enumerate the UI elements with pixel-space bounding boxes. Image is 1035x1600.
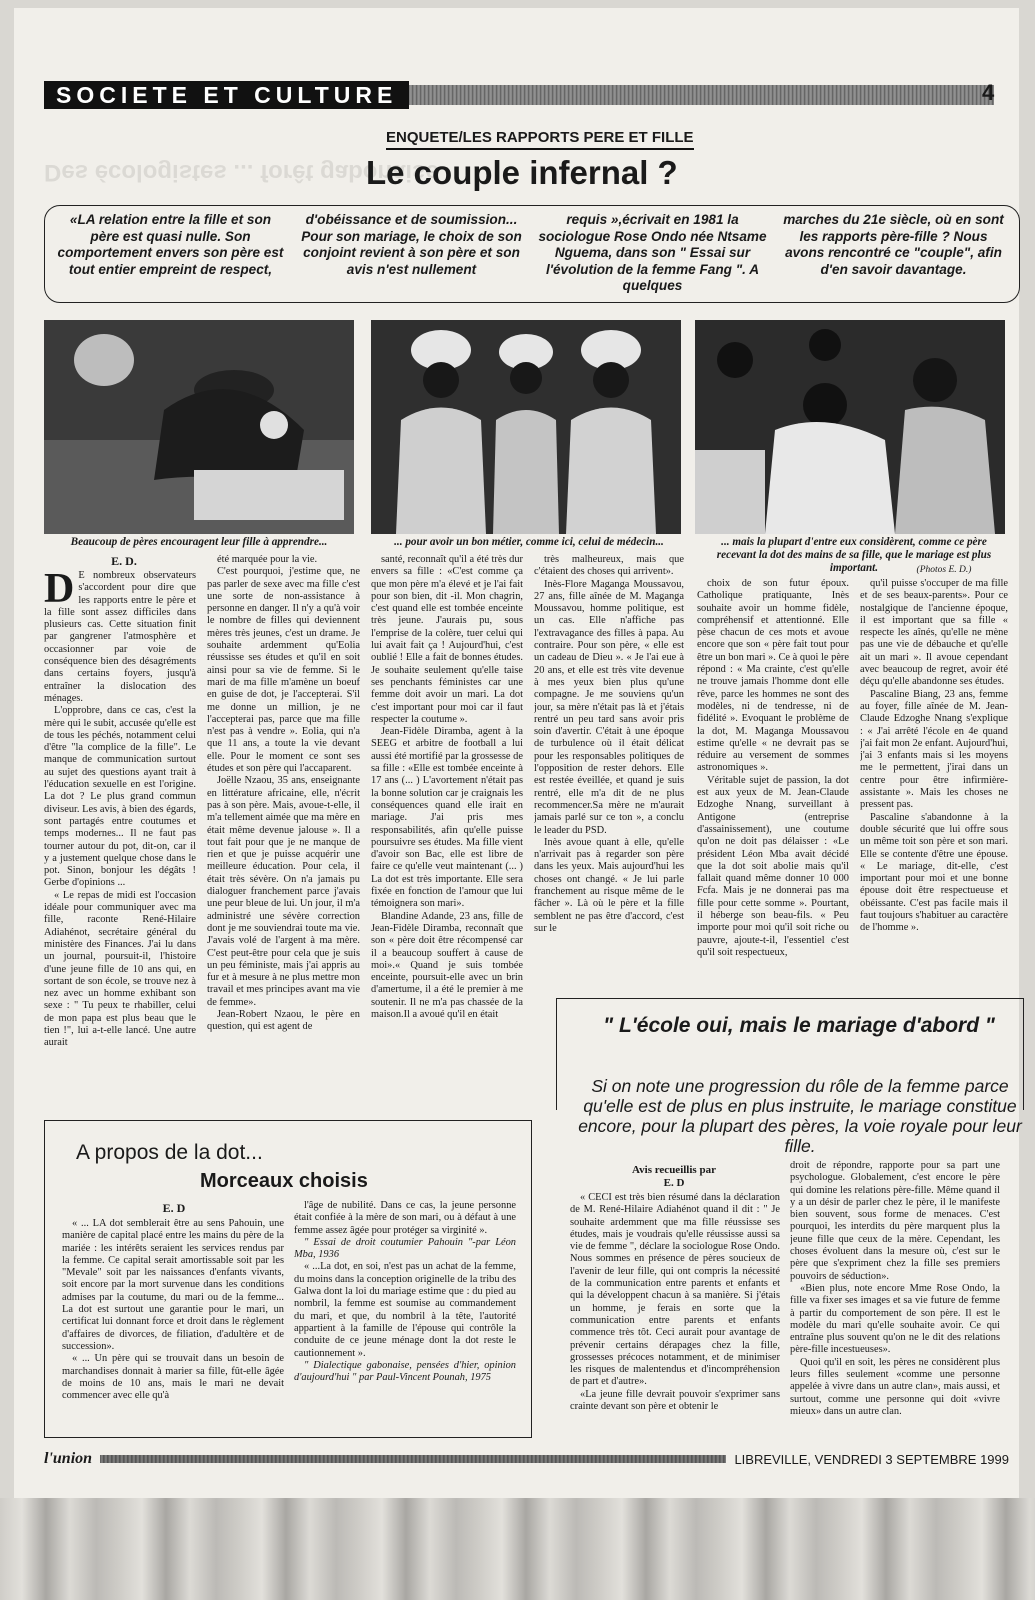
sidebar-byline-label: Avis recueillis par [632,1164,716,1176]
article-column [534,554,684,994]
source-citation: " Dialectique gabonaise, pensées d'hier, opinion d'aujourd'hui " par Paul-Vincent Pounah, 1975 [294,1359,516,1384]
paragraph: Blandine Adande, 23 ans, fille de Jean-Fidèle Diramba, reconnaît que son « père doit être récompensé car il a beaucoup souffert à cause de moi».« Quand je suis tombée enceinte, poursuit-elle avec un brin d'amertume, il a été le premier à me soutenir. Il ne m'a pas chassée de la maison.Il a avoué qu'il en était [371,910,523,1020]
photo-caption: ... pour avoir un bon métier, comme ici, celui de médecin... [394,536,664,548]
photo-caption: Beaucoup de pères encouragent leur fille à apprendre... [70,536,328,548]
article-byline: E. D. [111,554,137,568]
paragraph: l'âge de nubilité. Dans ce cas, la jeune personne était confiée à la mère de son mari, ou à défaut à une femme assez âgée pour protéger sa virginité ». [294,1200,516,1236]
sidebar-column [570,1192,780,1432]
paragraph: « CECI est très bien résumé dans la déclaration de M. René-Hilaire Adiahénot quand il dit : " Je souhaite ardemment que ma fille réussisse ses études, mais je voudrais qu'elle réussisse aussi sa vie de femme ", déclare la sociologue Rose Ondo. Nous sommes en présence de pères soucieux de l'avenir de leur fille, qui ont compris la nécessité de la communication entre parents et enfants et qui la développent chacun à sa manière. Si j'étais un homme, je ferais en sorte que la communication entre parents et enfants commence très tôt. Ceci aurait pour avantage de prévenir certains dérapages chez la fille, grossesses précoces notamment, et de minimiser les risques de malentendus et d'incompréhension de part et d'autre». [570,1192,780,1388]
intro-text: «LA relation entre la fille et son père est quasi nulle. Son comportement envers son père est tout entier empreint de respect, [57,212,284,277]
background-surface [0,1498,1035,1600]
intro-text: d'obéissance et de soumission... Pour son mariage, le choix de son conjoint revient à son père et son avis n'est nullement [301,212,522,277]
intro-text: requis »,écrivait en 1981 la sociologue Rose Ondo née Ntsame Nguema, dans son " Essai sur l'évolution de la femme Fang ". A quelques [538,212,767,293]
page-footer [44,1448,1009,1470]
article-column [860,578,1008,994]
newspaper-logo: l'union [44,1450,93,1467]
paragraph: «Bien plus, note encore Mme Rose Ondo, la fille va fixer ses images et sa vie future de femme à partir du comportement de son père. Il est le modèle du mari qu'elle souhaite avoir. Ce qui entraîne plus souvent qu'on ne le dit des relations père-fille incestueuses». [790,1282,1000,1356]
paragraph: qu'il puisse s'occuper de ma fille et de ses beaux-parents». Pour ce nostalgique de l'ancienne époque, il est important que sa fille « respecte les aînés, qu'elle ne mène pas une vie de débauche et qu'elle ait un mari ». Il avoue cependant avec beaucoup de regret, avoir été déçu qu'elle abandonne ses études. [860,578,1008,688]
intro-box [44,205,1020,303]
paragraph: Pascaline s'abandonne à la double sécurité que lui offre sous un même toit son père et son mari. Elle se contente d'être une épouse. « Le mariage, dit-elle, c'est important pour moi et une bonne épouse doit être respectueuse et obéissante. C'est pas facile mais il faut toujours s'habituer au caractère de l'homme ». [860,811,1008,934]
paragraph: « Le repas de midi est l'occasion idéale pour communiquer avec ma fille, raconte René-Hilaire Adiahénot, secrétaire général du ministère des Finances. J'ai lu dans un journal, poursuit-il, l'histoire d'une jeune fille de 10 ans qui, en sortant de son école, se trouve nez à nez avec un homme exhibant son sexe : " Tu peux te rhabiller, celui de mon papa est plus beau que le tien !", lui a-t-elle lancé. Une autre aurait [44,889,196,1049]
paragraph: « ... LA dot semblerait être au sens Pahouin, une manière de capital placé entre les mains du père de la mariée : les intérêts seraient les services rendus par la femme. Ce capital serait amortissable soit par les "Mevale" soit par les naissances d'enfants vivants, soit encore par la mort survenue dans les conditions admises par la coutume, du mari ou de la femme... La dot est surtout une garantie pour le mari, un certificat lui donnant force et droit dans le règlement d'affaires de divorces, de filiation, d'adultère et de succession». [62,1218,284,1352]
sidebar-subtitle: Morceaux choisis [200,1170,368,1192]
paragraph: Quoi qu'il en soit, les pères ne considèrent plus leurs filles seulement «comme une personne appelée à vivre dans un autre clan», mais aussi, et surtout, comme une personne qui doit «vivre mieux» dans un autre clan. [790,1356,1000,1417]
section-banner [44,78,994,112]
section-title: SOCIETE ET CULTURE [44,81,409,109]
paragraph: « ... Un père qui se trouvait dans un besoin de marchandises donnait à marier sa fille, fût-elle âgée de moins de 10 ans, mais le mari ne devait commencer avec elle qu'à [62,1353,284,1402]
photo-girl-studying [44,320,354,534]
paragraph: Véritable sujet de passion, la dot est aux yeux de M. Jean-Claude Edzoghe Nnang, surveillant à Antigone (entreprise d'assainissement), une coutume qu'on ne doit pas délaisser : «Le président Léon Mba avait décidé que la dot soit abolie mais qu'il fallait quand même donner 10 000 Fcfa. Mais je ne donnerai pas ma fille pour cette somme ». Pourtant, il héberge son beau-fils. « Peu importe pour moi qu'il soit riche ou pauvre, ajoute-t-il, l'essentiel c'est qu'il soit respectueux, [697,774,849,958]
dateline: LIBREVILLE, VENDREDI 3 SEPTEMBRE 1999 [734,1451,1009,1467]
source-citation: " Essai de droit coutumier Pahouin "-par Léon Mba, 1936 [294,1236,516,1261]
banner-rule [409,85,994,105]
drop-cap: D [44,570,75,612]
paragraph: «La jeune fille devrait pouvoir s'exprimer sans crainte devant son père et obtenir le [570,1388,780,1413]
article-column [44,570,196,1110]
photo-three-doctors [371,320,681,534]
article-column [697,578,849,994]
article-kicker: ENQUETE/LES RAPPORTS PERE ET FILLE [386,129,694,150]
intro-text: marches du 21e siècle, où en sont les rapports père-fille ? Nous avons rencontré ce "couple", afin d'en savoir davantage. [783,212,1004,277]
sidebar-title: A propos de la dot... [76,1141,263,1164]
paragraph: choix de son futur époux. Catholique pratiquante, Inès souhaite avoir un homme fidèle, compréhensif et attentionné. Elle pèse chacun de ces mots et avoue encore que son « père fait tout pour être un bon mari ». Ce à quoi le père répond : « Ma crainte, c'est qu'elle ne trouve jamais l'homme dont elle rêve, parce les hommes ne sont des modèles, ni de tendresse, ni de fidélité ». Evoquant le problème de la dot, M. Maganga Moussavou estime qu'elle « ne devrait pas se réduire au versement de sommes astronomiques ». [697,578,849,774]
photo-credit: (Photos E. D.) [916,565,972,575]
paragraph: Inès-Flore Maganga Moussavou, 27 ans, fille aînée de M. Maganga Moussavou, homme politique, est un cas. Elle n'affiche pas l'extravagance des filles à papa. Au contraire. Pour son père, « elle est un cadeau de Dieu ». « Je l'ai eue à 20 ans, et elle est très vite devenue à mes yeux bien plus qu'une compagne. Je me souviens qu'un jour, sa mère n'était pas là et j'étais rentré un peu tard sans avoir pris soin d'avertir. C'était à une époque de turbulence où il était délicat pour les responsables politiques de l'opposition de rester dehors. Elle est restée éveillée, et quand je suis rentré, elle m'a dit de ne plus recommencer.Sa mère ne m'aurait jamais parlé sur ce ton », a conclu le leader du PSD. [534,578,684,836]
article-column [371,554,523,1110]
sidebar-byline: E. D [162,1201,186,1215]
sidebar-column [62,1218,284,1428]
paragraph: L'opprobre, dans ce cas, c'est la mère qui le subit, accusée qu'elle est de tous les péchés, notamment celui d'être "la complice de la fille". Le manque de communication surtout au sujet des questions ayant trait à l'éducation sexuelle en est l'origine. La dot ? Le plus grand commun diviseur. Les avis, à bien des égards, sont partagés entre coutumes et temps modernes... Il ne faut pas tourner autour du pot, dit-on, car il y a justement quelque chose dans le pot. Sinon, bonjour les dégâts ! Gerbe d'opinions ... [44,705,196,889]
paragraph: « ...La dot, en soi, n'est pas un achat de la femme, du moins dans la conception originelle de la tribu des Galwa dont la loi du mariage estime que : du pied au nombril, la femme est soumise au commandement du mari, et que, du nombril à la tête, l'autorité appartient à la famille de l'épouse qui contrôle la conduite de ce jeune ménage dont la dot reste le cautionnement ». [294,1261,516,1359]
newspaper-page [14,8,1022,1498]
paragraph: Jean-Robert Nzaou, le père en question, qui est agent de [207,1008,360,1033]
bleed-through-text: Des écologistes ... forêt gabonaise [44,159,439,186]
article-headline: Le couple infernal ? [366,154,678,191]
paragraph: Jean-Fidèle Diramba, agent à la SEEG et arbitre de football a lui aussi été mortifié par la grossesse de sa fille : «Elle est tombée enceinte à 17 ans (... ) L'avortement n'était pas la bonne solution car je craignais les conséquences quand elle irait en mariage. J'ai pris mes responsabilités, afin qu'elle puisse poursuivre ses études. Ma fille vient d'avoir son Bac, elle est libre de faire ce qu'elle veut maintenant (... ) La dot est très importante. Elle sera fixée en fonction de l'amour que lui témoignera son mari». [371,726,523,910]
photo-caption: ... mais la plupart d'entre eux considèrent, comme ce père recevant la dot des mains de sa fille, que le mariage est plus important. [716,536,992,574]
article-column [207,554,360,1110]
paragraph: C'est pourquoi, j'estime que, ne pas parler de sexe avec ma fille c'est une sorte de non-assistance à personne en danger. Il n'y a qu'à voir le nombre de filles qui deviennent mères très jeunes, c'est un drame. Je souhaite ardemment qu'Eolia réussisse ses études et qu'il en soit ainsi pour sa vie de femme. Si le mari de ma fille m'amène un boeuf en guise de dot, je l'accepterai. S'il me donne un million, je ne l'accepterai pas, parce que ma fille n'est pas à vendre ». Eolia, qui n'a que 11 ans, a toute la vie devant elle. Pour le moment ce sont ses études et son père qui l'accaparent. [207,566,360,775]
footer-rule [100,1455,726,1463]
sidebar-lead: Si on note une progression du rôle de la femme parce qu'elle est de plus en plus instruite, le mariage constitue encore, pour la plupart des pères, la voie royale pour leur fille. [578,1076,1022,1156]
sidebar-byline: E. D [663,1177,685,1189]
sidebar-column [294,1200,516,1430]
paragraph: droit de répondre, rapporte pour sa part une psychologue. Globalement, c'est encore le père qui domine les relations père-fille. Même quand il y a un désir de parler chez le père, il le manifeste bien souvent, sous forme de menaces. C'est pourquoi, les interdits du père marquent plus la jeune fille que ceux de la mère. Cependant, les choses évoluent dans la mesure où, c'est sur le père que s'expriment chez la fille ses premiers pouvoirs de séduction». [790,1160,1000,1282]
sidebar-column [790,1160,1000,1432]
photo-dowry-ceremony [695,320,1005,534]
paragraph: très malheureux, mais que c'étaient des choses qui arrivent». [534,554,684,578]
page-number: 4 [982,80,995,105]
paragraph: santé, reconnaît qu'il a été très dur envers sa fille : «C'est comme ça que mon père m'a élevé et je l'ai fait pour son bien, dit -il. Mon chagrin, c'est quand elle est tombée enceinte très jeune. J'aurais pu, sous l'emprise de la colère, tuer celui qui lui avait fait ça ! Aujourd'hui, c'est oublié ! Elle a fait de bonnes études. Je souhaite seulement qu'elle taise ses penchants féministes car une femme doit avoir un mari. La dot c'est important pour moi car il faut respecter la coutume ». [371,554,523,725]
paragraph: E nombreux observateurs s'accordent pour dire que les rapports entre le père et la fille sont assez difficiles dans plusieurs cas. Cette situation finit par gangrener l'atmosphère et occasionner par voie de conséquence bien des désagréments dans certains foyers, jusqu'à entraîner la dislocation des ménages. [44,570,196,704]
sidebar-title: " L'école oui, mais le mariage d'abord " [603,1014,995,1037]
paragraph: Pascaline Biang, 23 ans, femme au foyer, fille aînée de M. Jean-Claude Edzoghe Nnang s'explique : « J'ai arrêté l'école en 4e quand j'ai fait mon 2e enfant. Aujourd'hui, j'ai 3 enfants mais si les moyens me le permettent, j'irai dans un centre pour être infirmière-assistante ». Mais les choses ne pressent pas. [860,688,1008,811]
paragraph: Inès avoue quant à elle, qu'elle n'arrivait pas à regarder son père dans les yeux. Mais aujourd'hui les choses ont changé. « Je lui parle franchement au risque même de le fâcher ». Là où le père et la fille semblent ne pas être d'accord, c'est sur le [534,836,684,934]
paragraph: Joëlle Nzaou, 35 ans, enseignante en littérature africaine, elle, n'écrit pas à son père. Mais, avoue-t-elle, il m'a tellement aimée que ma mère en était même devenue jalouse ». Il a tout fait pour que je ne manque de rien et que je puisse acquérir une meilleure éducation. Pour cela, il était très sévère. On n'a jamais pu dialoguer franchement parce j'avais une peur bleue de lui. Un jour, il m'a administré une sévère correction dont je me souviendrai toute ma vie. J'avais volé de l'argent à ma mère. C'est peut-être pour cela que je suis un peu féministe, mais j'ai appris au fur et à mesure à ne plus mettre mon travail et mes principes avant ma vie de femme». [207,775,360,1008]
paragraph: été marquée pour la vie. [217,554,318,565]
